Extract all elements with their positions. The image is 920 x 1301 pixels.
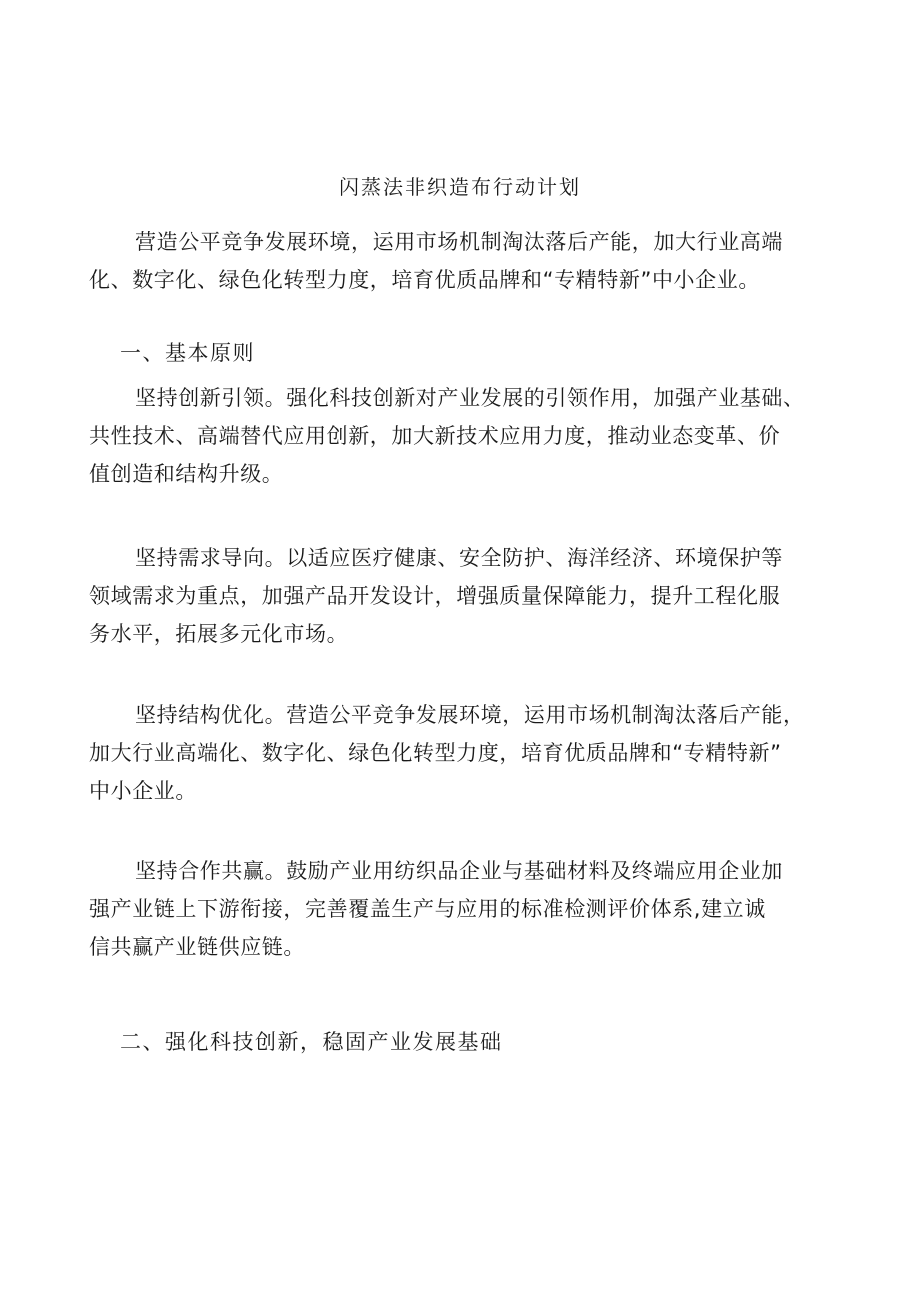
paragraph-line: 强产业链上下游衔接，完善覆盖生产与应用的标准检测评价体系,建立诚 xyxy=(89,897,766,921)
principle-cooperation-paragraph xyxy=(89,852,837,966)
paragraph-line: 营造公平竞争发展环境，运用市场机制淘汰落后产能，加大行业高端 xyxy=(135,230,783,254)
paragraph-line: 加大行业高端化、数字化、绿色化转型力度，培育优质品牌和“专精特新” xyxy=(89,741,782,765)
principle-structure-paragraph xyxy=(89,696,837,810)
section-heading-tech-innovation: 二、强化科技创新，稳固产业发展基础 xyxy=(120,1030,503,1054)
paragraph-line: 坚持需求导向。以适应医疗健康、安全防护、海洋经济、环境保护等 xyxy=(135,546,783,570)
principle-demand-paragraph xyxy=(89,539,837,653)
paragraph-line: 信共赢产业链供应链。 xyxy=(89,935,305,959)
paragraph-line: 值创造和结构升级。 xyxy=(89,462,284,486)
paragraph-line: 坚持合作共赢。鼓励产业用纺织品企业与基础材料及终端应用企业加 xyxy=(135,859,783,883)
principle-innovation-paragraph xyxy=(89,379,837,493)
paragraph-line: 中小企业。 xyxy=(89,779,197,803)
paragraph-line: 化、数字化、绿色化转型力度，培育优质品牌和“专精特新”中小企业。 xyxy=(89,268,760,292)
paragraph-line: 领域需求为重点，加强产品开发设计，增强质量保障能力，提升工程化服 xyxy=(89,584,781,608)
paragraph-line: 坚持结构优化。营造公平竞争发展环境，运用市场机制淘汰落后产能， xyxy=(135,703,805,727)
paragraph-line: 务水平，拓展多元化市场。 xyxy=(89,622,349,646)
paragraph-line: 共性技术、高端替代应用创新，加大新技术应用力度，推动业态变革、价 xyxy=(89,424,781,448)
intro-paragraph xyxy=(89,223,837,299)
section-heading-basic-principles: 一、基本原则 xyxy=(120,341,255,365)
paragraph-line: 坚持创新引领。强化科技创新对产业发展的引领作用，加强产业基础、 xyxy=(135,386,805,410)
document-title: 闪蒸法非织造布行动计划 xyxy=(339,175,581,199)
